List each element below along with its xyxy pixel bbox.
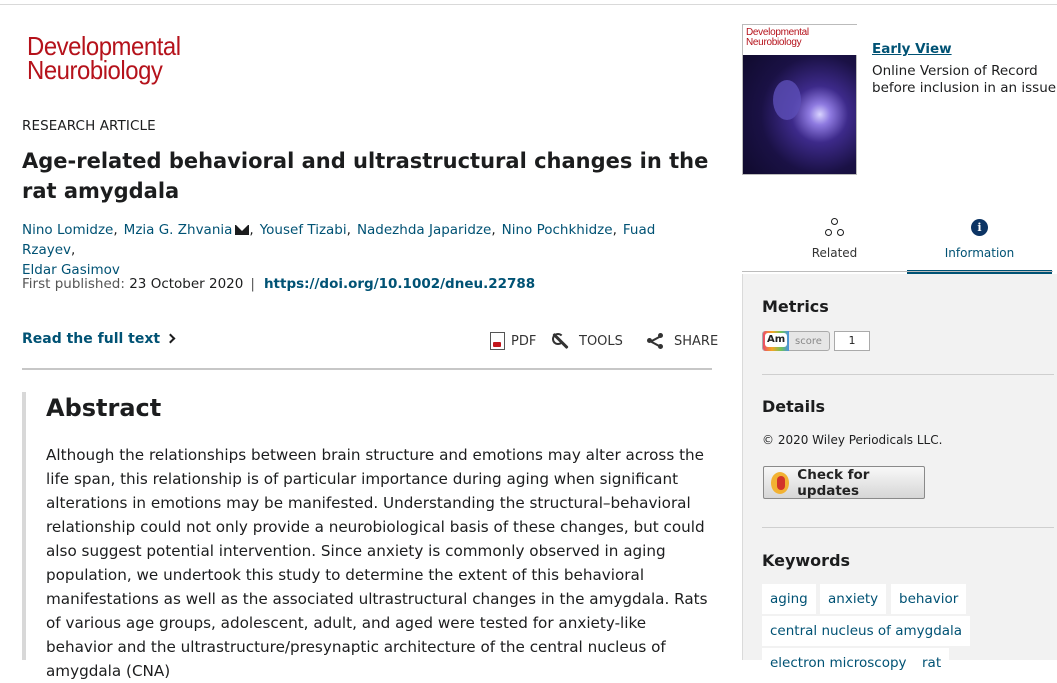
share-button[interactable] <box>647 331 718 351</box>
author-link[interactable]: Nino Pochkhidze <box>501 222 613 238</box>
keyword-tag[interactable]: anxiety <box>820 584 886 614</box>
tools-label: TOOLS <box>579 333 623 349</box>
cover-artwork <box>773 80 801 120</box>
panel-divider <box>762 527 1054 528</box>
keyword-tag[interactable]: rat <box>914 648 949 678</box>
read-full-text-link[interactable] <box>22 331 174 347</box>
copyright-text: © 2020 Wiley Periodicals LLC. <box>762 433 943 447</box>
tab-divider <box>742 271 1053 272</box>
author-separator: , <box>113 222 118 238</box>
abstract-text: Although the relationships between brain structure and emotions may alter across the life span, this relationship is of particular importance during aging when significant alterations in emotions may be manifested. Understanding the structural–behavioral relationship could not only provide a neurobiological basis of these changes, but could also suggest potential intervention. Since anxiety is commonly observed in aging population, we undertook this study to determine the extent of this behavioral manifestations as well as the associated ultrastructural changes in the amygdala. Rats of various age groups, adolescent, adult, and aged were tested for anxiety-like behavior and the ultrastructure/presynaptic architecture of the central nucleus of amygdala (CNA) <box>46 446 708 680</box>
keyword-tag[interactable]: central nucleus of amygdala <box>762 616 970 646</box>
altmetric-score-value: 1 <box>834 331 870 351</box>
cover-title <box>746 28 809 48</box>
first-published-label: First published: <box>22 276 125 292</box>
divider <box>22 368 712 370</box>
doi-link[interactable]: https://doi.org/10.1002/dneu.22788 <box>263 276 536 292</box>
author-separator: , <box>71 242 76 258</box>
author-link[interactable]: Fuad Rzayev <box>22 222 656 258</box>
tab-information-label: Information <box>944 246 1015 260</box>
chevron-right-icon <box>166 334 176 344</box>
author-separator: , <box>612 222 617 238</box>
author-link[interactable]: Eldar Gasimov <box>22 262 120 278</box>
keywords-heading: Keywords <box>762 551 851 570</box>
altmetric-badge[interactable] <box>762 331 870 351</box>
altmetric-donut-icon <box>763 331 789 351</box>
keyword-tag[interactable]: electron microscopy <box>762 648 915 678</box>
abstract-accent-bar <box>22 392 26 660</box>
early-view-link[interactable]: Early View <box>872 41 952 57</box>
journal-cover-image[interactable] <box>742 24 857 175</box>
share-label: SHARE <box>674 333 719 349</box>
early-view-description: Online Version of Record before inclusion in an issue <box>872 63 1057 96</box>
info-icon: i <box>971 219 988 236</box>
author-separator: , <box>249 222 254 238</box>
related-icon <box>825 218 845 238</box>
pdf-button[interactable] <box>490 331 536 351</box>
tab-related-label: Related <box>811 246 858 260</box>
details-heading: Details <box>762 397 826 416</box>
journal-logo-line1: Developmental <box>27 31 181 61</box>
mail-icon[interactable] <box>235 225 249 235</box>
author-separator: , <box>491 222 496 238</box>
top-border <box>0 4 1057 5</box>
abstract-heading: Abstract <box>46 394 162 422</box>
altmetric-score-box <box>762 331 830 351</box>
cover-title-line1: Developmental <box>746 27 809 38</box>
cover-title-line2: Neurobiology <box>746 37 802 48</box>
journal-logo-line2: Neurobiology <box>27 55 163 85</box>
author-separator: , <box>346 222 351 238</box>
author-link[interactable]: Mzia G. Zhvania <box>123 222 233 238</box>
journal-logo[interactable] <box>27 31 181 85</box>
separator: | <box>250 276 255 292</box>
tab-related[interactable] <box>762 216 907 274</box>
metrics-heading: Metrics <box>762 297 829 316</box>
check-for-updates-button[interactable] <box>763 466 925 499</box>
check-for-updates-label: Check for updates <box>797 466 870 499</box>
pdf-label: PDF <box>511 333 537 349</box>
author-link[interactable]: Nadezhda Japaridze <box>356 222 492 238</box>
check-updates-icon <box>771 472 789 494</box>
keyword-tag[interactable]: aging <box>762 584 816 614</box>
keyword-tag[interactable]: behavior <box>891 584 966 614</box>
publication-info <box>22 276 535 292</box>
tab-information[interactable] <box>907 216 1052 274</box>
panel-divider <box>762 374 1054 375</box>
article-title: Age-related behavioral and ultrastructural changes in the rat amygdala <box>22 149 709 203</box>
tools-button[interactable] <box>551 331 623 351</box>
altmetric-score-label: score <box>795 335 822 347</box>
first-published-date: 23 October 2020 <box>129 276 244 292</box>
wrench-icon <box>551 332 569 350</box>
author-link[interactable]: Yousef Tizabi <box>259 222 347 238</box>
read-full-text-label: Read the full text <box>22 331 161 347</box>
share-icon <box>647 333 663 349</box>
article-type: RESEARCH ARTICLE <box>22 118 156 134</box>
pdf-icon <box>490 332 505 350</box>
altmetric-badge-label: Am <box>767 334 786 345</box>
author-link[interactable]: Nino Lomidze <box>22 222 114 238</box>
author-list <box>22 220 712 280</box>
